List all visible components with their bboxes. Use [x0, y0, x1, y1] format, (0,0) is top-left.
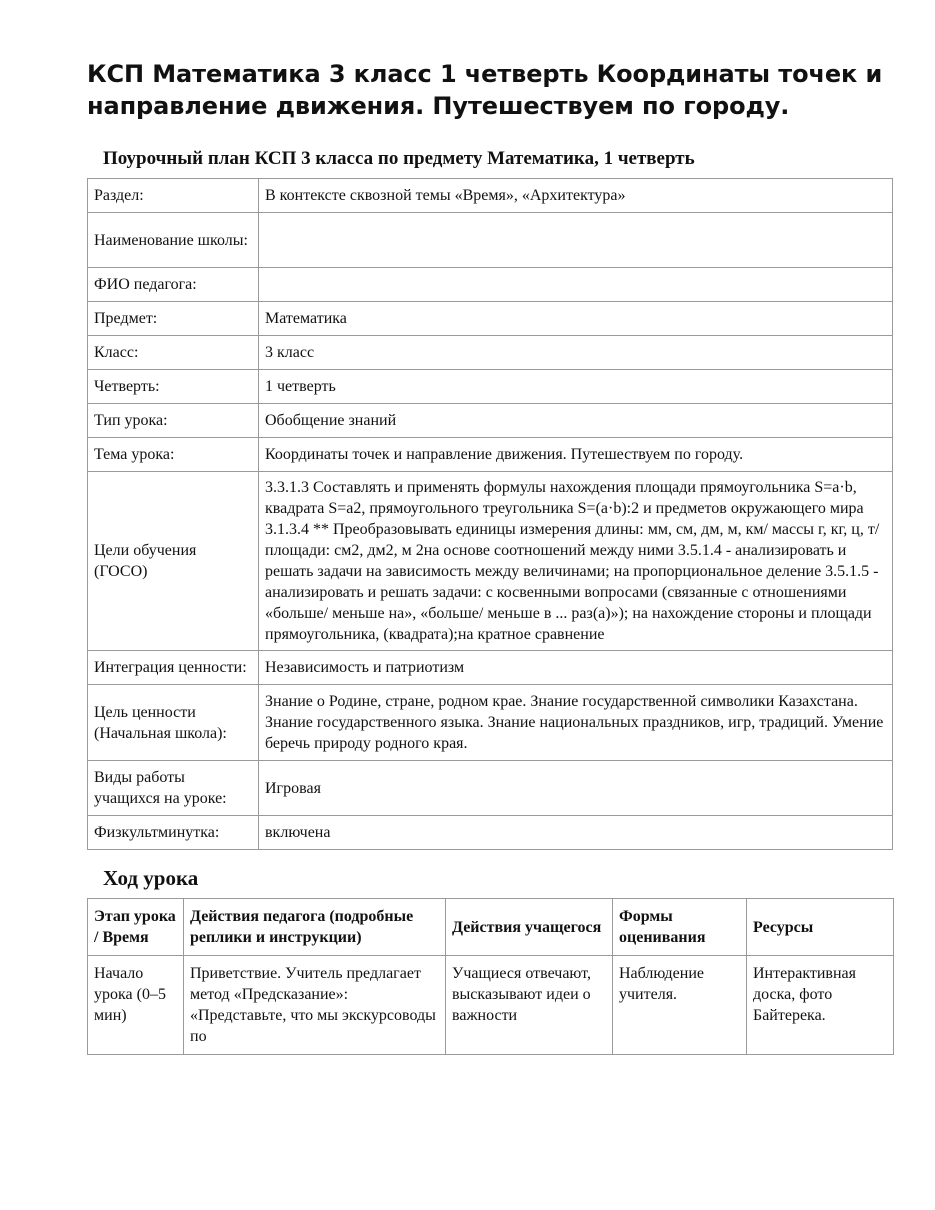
table-row — [88, 404, 893, 438]
column-header-assessment: Формы оценивания — [613, 899, 747, 956]
info-value-quarter: 1 четверть — [259, 370, 893, 404]
info-label-school: Наименование школы: — [88, 213, 259, 268]
table-row — [88, 370, 893, 404]
info-value-value-integration: Независимость и патриотизм — [259, 651, 893, 685]
document-page — [87, 58, 893, 1055]
info-label-lesson-type: Тип урока: — [88, 404, 259, 438]
cell-resources: Интерактивная доска, фото Байтерека. — [747, 956, 894, 1055]
table-row — [88, 302, 893, 336]
info-value-objectives: 3.3.1.3 Составлять и применять формулы нахождения площади прямоугольника S=a·b, квадрата S=a2, прямоугольного треугольника S=(a·b):2 и предметов окружающего мира 3.1.3.4 ** Преобразовывать единицы измерения длины: мм, см, дм, м, км/ массы г, кг, ц, т/ площади: см2, дм2, м 2на основе соотношений между ними 3.5.1.4 - анализировать и решать задачи на зависимость между величинами; на пропорциональное деление 3.5.1.5 - анализировать и решать задачи: с косвенными вопросами (связанные с отношениями «больше/ меньше на», «больше/ меньше в ... раз(а)»); на нахождение стороны и площади прямоугольника, (квадрата);на кратное сравнение — [259, 472, 893, 651]
info-value-lesson-type: Обобщение знаний — [259, 404, 893, 438]
lesson-section-title: Ход урока — [103, 866, 199, 890]
document-title: КСП Математика 3 класс 1 четверть Координаты точек и направление движения. Путешествуем по городу. — [87, 60, 883, 120]
table-row — [88, 685, 893, 761]
column-header-resources: Ресурсы — [747, 899, 894, 956]
table-row — [88, 651, 893, 685]
cell-assessment: Наблюдение учителя. — [613, 956, 747, 1055]
table-row — [88, 268, 893, 302]
info-value-work-types: Игровая — [259, 761, 893, 816]
info-value-teacher — [259, 268, 893, 302]
info-label-value-goal: Цель ценности (Начальная школа): — [88, 685, 259, 761]
plan-subtitle: Поурочный план КСП 3 класса по предмету Математика, 1 четверть — [103, 148, 695, 169]
info-label-subject: Предмет: — [88, 302, 259, 336]
info-value-grade: 3 класс — [259, 336, 893, 370]
lesson-info-table — [87, 178, 893, 850]
info-label-teacher: ФИО педагога: — [88, 268, 259, 302]
column-header-teacher-actions: Действия педагога (подробные реплики и инструкции) — [184, 899, 446, 956]
info-value-subject: Математика — [259, 302, 893, 336]
table-row — [88, 761, 893, 816]
info-value-exercise-break: включена — [259, 816, 893, 850]
info-label-quarter: Четверть: — [88, 370, 259, 404]
info-value-school — [259, 213, 893, 268]
info-label-value-integration: Интеграция ценности: — [88, 651, 259, 685]
table-row — [88, 472, 893, 651]
table-row — [88, 956, 894, 1055]
table-row — [88, 336, 893, 370]
info-value-section: В контексте сквозной темы «Время», «Архитектура» — [259, 179, 893, 213]
info-label-exercise-break: Физкультминутка: — [88, 816, 259, 850]
column-header-stage: Этап урока / Время — [88, 899, 184, 956]
info-label-section: Раздел: — [88, 179, 259, 213]
table-row — [88, 438, 893, 472]
table-row — [88, 816, 893, 850]
info-label-topic: Тема урока: — [88, 438, 259, 472]
cell-teacher-actions: Приветствие. Учитель предлагает метод «Предсказание»: «Представьте, что мы экскурсоводы по — [184, 956, 446, 1055]
table-row — [88, 179, 893, 213]
column-header-student-actions: Действия учащегося — [446, 899, 613, 956]
cell-student-actions: Учащиеся отвечают, высказывают идеи о важности — [446, 956, 613, 1055]
info-value-topic: Координаты точек и направление движения. Путешествуем по городу. — [259, 438, 893, 472]
info-label-grade: Класс: — [88, 336, 259, 370]
table-header-row — [88, 899, 894, 956]
table-row — [88, 213, 893, 268]
cell-stage: Начало урока (0–5 мин) — [88, 956, 184, 1055]
info-label-objectives: Цели обучения (ГОСО) — [88, 472, 259, 651]
info-value-value-goal: Знание о Родине, стране, родном крае. Знание государственной символики Казахстана. Знание государственного языка. Знание национальных праздников, игр, традиций. Умение беречь природу родного края. — [259, 685, 893, 761]
lesson-progress-table — [87, 898, 894, 1055]
info-label-work-types: Виды работы учащихся на уроке: — [88, 761, 259, 816]
